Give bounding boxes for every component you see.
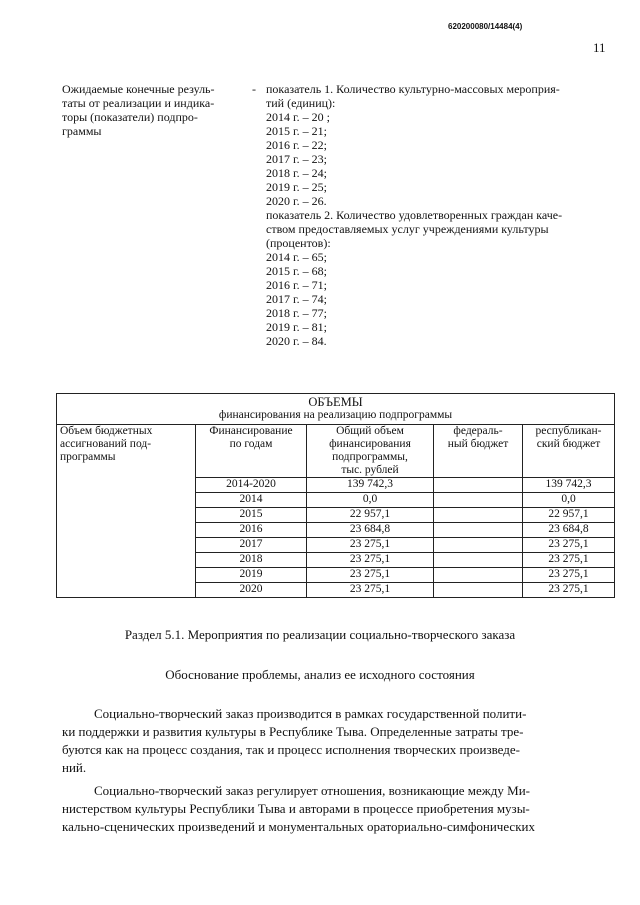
paragraph-line: ний. bbox=[62, 760, 87, 775]
indicator-values bbox=[266, 82, 596, 348]
indicator-line: 2015 г. – 68; bbox=[266, 264, 327, 278]
cell-federal bbox=[434, 583, 523, 598]
cell-total: 23 275,1 bbox=[307, 538, 434, 553]
cell-period: 2018 bbox=[196, 553, 307, 568]
document-id: 620200080/14484(4) bbox=[448, 22, 523, 31]
header-line: Финансирование bbox=[209, 425, 293, 437]
cell-period: 2015 bbox=[196, 508, 307, 523]
cell-federal bbox=[434, 493, 523, 508]
row-label-line: ассигнований под- bbox=[60, 438, 152, 450]
cell-total: 139 742,3 bbox=[307, 478, 434, 493]
col-header-federal bbox=[434, 425, 523, 478]
indicator-line: ством предоставляемых услуг учреждениями культуры bbox=[266, 222, 549, 236]
row-label-line: программы bbox=[60, 451, 116, 463]
indicator-line: 2015 г. – 21; bbox=[266, 124, 327, 138]
cell-total: 23 275,1 bbox=[307, 583, 434, 598]
indicator-line: 2014 г. – 20 ; bbox=[266, 110, 330, 124]
table-title-main: ОБЪЕМЫ bbox=[308, 395, 363, 409]
section-subtitle: Обоснование проблемы, анализ ее исходного состояния bbox=[165, 667, 475, 682]
line-text: Социально-творческий заказ производится в рамках государственной полити- bbox=[94, 706, 527, 721]
paragraph-line: буются как на процесс создания, так и процесс исполнения творческих произведе- bbox=[62, 742, 520, 757]
header-line: республикан- bbox=[535, 425, 602, 437]
cell-republic: 23 275,1 bbox=[523, 583, 615, 598]
header-line: Общий объем bbox=[336, 425, 404, 437]
list-dash: - bbox=[252, 82, 256, 96]
cell-republic: 22 957,1 bbox=[523, 508, 615, 523]
cell-total: 22 957,1 bbox=[307, 508, 434, 523]
header-line: подпрограммы, bbox=[332, 451, 408, 463]
header-line: тыс. рублей bbox=[341, 464, 399, 476]
indicator-line: 2019 г. – 25; bbox=[266, 180, 327, 194]
indicator-line: 2016 г. – 22; bbox=[266, 138, 327, 152]
indicator-line: показатель 1. Количество культурно-массовых мероприя- bbox=[266, 82, 560, 96]
cell-republic: 0,0 bbox=[523, 493, 615, 508]
indicator-line: 2020 г. – 84. bbox=[266, 334, 327, 348]
cell-republic: 23 684,8 bbox=[523, 523, 615, 538]
cell-period: 2020 bbox=[196, 583, 307, 598]
cell-total: 23 684,8 bbox=[307, 523, 434, 538]
indicator-line: 2017 г. – 74; bbox=[266, 292, 327, 306]
section-title: Раздел 5.1. Мероприятия по реализации социально-творческого заказа bbox=[124, 627, 516, 642]
page-number: 11 bbox=[593, 40, 606, 55]
cell-total: 23 275,1 bbox=[307, 568, 434, 583]
cell-period: 2014 bbox=[196, 493, 307, 508]
header-line: федераль- bbox=[453, 425, 503, 437]
cell-republic: 23 275,1 bbox=[523, 553, 615, 568]
paragraph-line bbox=[62, 782, 614, 800]
cell-federal bbox=[434, 508, 523, 523]
paragraph-1 bbox=[62, 705, 614, 777]
label-line: таты от реализации и индика- bbox=[62, 96, 215, 110]
indicator-line: тий (единиц): bbox=[266, 96, 336, 110]
paragraph-line: кально-сценических произведений и монументальных ораториально-симфонических bbox=[62, 819, 535, 834]
indicator-line: 2019 г. – 81; bbox=[266, 320, 327, 334]
cell-republic: 23 275,1 bbox=[523, 568, 615, 583]
indicator-line: (процентов): bbox=[266, 236, 331, 250]
cell-federal bbox=[434, 523, 523, 538]
table-header-row bbox=[57, 425, 615, 478]
expected-results-label bbox=[62, 82, 232, 138]
label-line: граммы bbox=[62, 124, 102, 138]
cell-federal bbox=[434, 553, 523, 568]
col-header-total bbox=[307, 425, 434, 478]
row-label-cell bbox=[57, 425, 196, 598]
col-header-period bbox=[196, 425, 307, 478]
table-title bbox=[57, 394, 615, 425]
cell-republic: 23 275,1 bbox=[523, 538, 615, 553]
header-line: ный бюджет bbox=[447, 438, 509, 450]
indicator-line: 2018 г. – 24; bbox=[266, 166, 327, 180]
cell-total: 23 275,1 bbox=[307, 553, 434, 568]
line-text: Социально-творческий заказ регулирует отношения, возникающие между Ми- bbox=[94, 783, 530, 798]
paragraph-line bbox=[62, 705, 614, 723]
cell-period: 2014-2020 bbox=[196, 478, 307, 493]
cell-period: 2017 bbox=[196, 538, 307, 553]
paragraph-line: нистерством культуры Республики Тыва и авторами в процессе приобретения музы- bbox=[62, 801, 530, 816]
table-title-sub: финансирования на реализацию подпрограммы bbox=[218, 409, 453, 421]
paragraph-line: ки поддержки и развития культуры в Республике Тыва. Определенные затраты тре- bbox=[62, 724, 524, 739]
indicator-line: 2020 г. – 26. bbox=[266, 194, 327, 208]
financing-table bbox=[56, 393, 615, 598]
cell-total: 0,0 bbox=[307, 493, 434, 508]
header-line: ский бюджет bbox=[536, 438, 601, 450]
indicator-line: 2018 г. – 77; bbox=[266, 306, 327, 320]
cell-republic: 139 742,3 bbox=[523, 478, 615, 493]
indicator-line: 2017 г. – 23; bbox=[266, 152, 327, 166]
row-label-line: Объем бюджетных bbox=[60, 425, 153, 437]
cell-federal bbox=[434, 568, 523, 583]
label-line: Ожидаемые конечные резуль- bbox=[62, 82, 215, 96]
paragraph-2 bbox=[62, 782, 614, 836]
indicator-line: 2014 г. – 65; bbox=[266, 250, 327, 264]
col-header-republic bbox=[523, 425, 615, 478]
indicator-line: показатель 2. Количество удовлетворенных граждан каче- bbox=[266, 208, 563, 222]
header-line: финансирования bbox=[329, 438, 411, 450]
indicator-line: 2016 г. – 71; bbox=[266, 278, 327, 292]
label-line: торы (показатели) подпро- bbox=[62, 110, 198, 124]
header-line: по годам bbox=[229, 438, 273, 450]
cell-period: 2016 bbox=[196, 523, 307, 538]
cell-period: 2019 bbox=[196, 568, 307, 583]
cell-federal bbox=[434, 538, 523, 553]
cell-federal bbox=[434, 478, 523, 493]
